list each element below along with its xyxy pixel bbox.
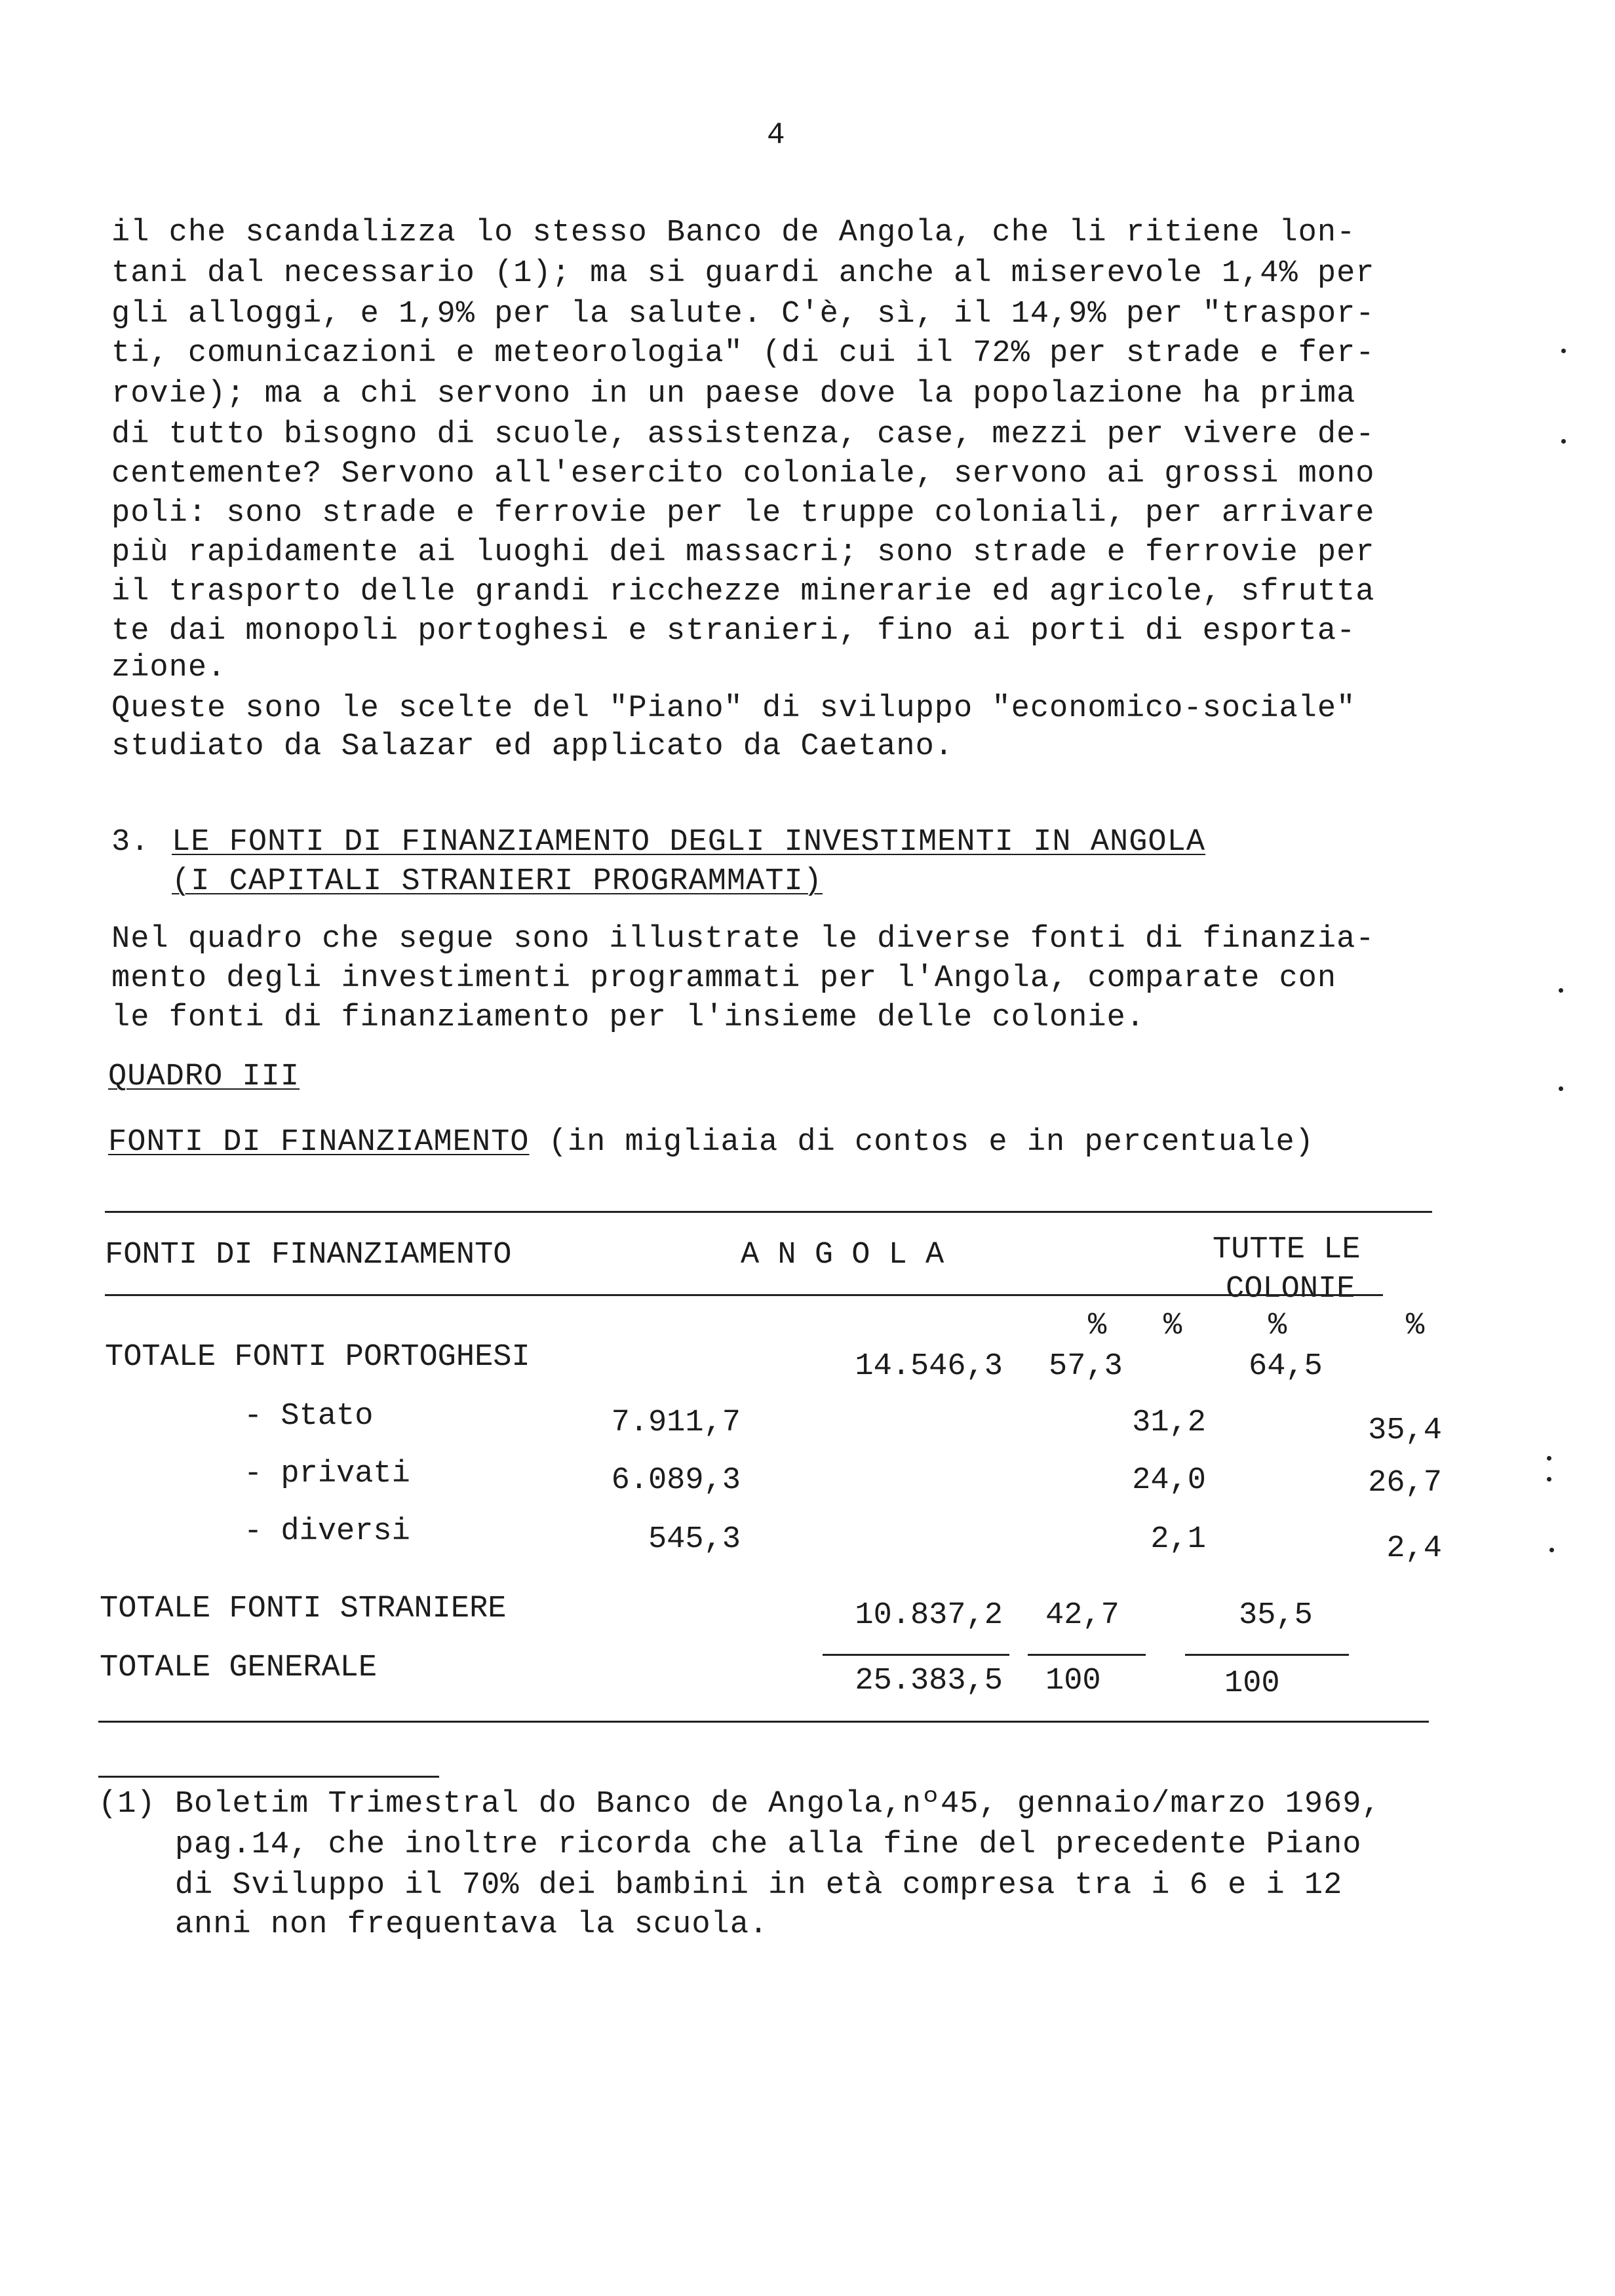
text-line: zione. [111, 651, 227, 685]
row-pct-angola: 57,3 [1049, 1349, 1123, 1384]
text-line: il che scandalizza lo stesso Banco de Angola, che li ritiene lon- [111, 216, 1356, 250]
pct-symbol: % [1088, 1309, 1107, 1343]
text-line: rovie); ma a chi servono in un paese dove la popolazione ha prima [111, 377, 1356, 411]
text-line: di tutto bisogno di scuole, assistenza, case, mezzi per vivere de- [111, 417, 1375, 452]
section-number: 3. [111, 825, 150, 860]
text-line: Nel quadro che segue sono illustrate le diverse fonti di finanzia- [111, 922, 1375, 957]
text-line: il trasporto delle grandi ricchezze minerarie ed agricole, sfrutta [111, 575, 1375, 609]
row-pct-angola: 100 [1045, 1664, 1101, 1698]
margin-mark [1549, 1548, 1554, 1552]
header-tutte-le: TUTTE LE [1213, 1233, 1361, 1267]
pct-symbol: % [1406, 1309, 1425, 1343]
row-pct-colonie: 2,4 [1386, 1531, 1442, 1566]
row-label: TOTALE GENERALE [100, 1651, 378, 1685]
text-line: centemente? Servono all'esercito coloniale, servono ai grossi mono [111, 457, 1375, 491]
text-line: studiato da Salazar ed applicato da Caetano. [111, 729, 954, 764]
pct-symbol: % [1268, 1309, 1287, 1343]
page-number: 4 [767, 118, 785, 152]
row-label: - privati [244, 1457, 410, 1491]
table-top-rule [105, 1211, 1432, 1213]
row-pct-angola: 24,0 [1132, 1463, 1206, 1498]
margin-mark [1561, 439, 1566, 444]
row-pct-angola: 31,2 [1132, 1406, 1206, 1440]
pct-symbol: % [1163, 1309, 1182, 1343]
row-subvalue: 7.911,7 [611, 1406, 741, 1440]
row-total: 10.837,2 [855, 1598, 1003, 1633]
text-line: tani dal necessario (1); ma si guardi anche al miserevole 1,4% per [111, 256, 1375, 291]
section-title: LE FONTI DI FINANZIAMENTO DEGLI INVESTIMENTI IN ANGOLA [172, 825, 1206, 860]
row-pct-colonie: 26,7 [1368, 1466, 1442, 1501]
sum-rule [823, 1654, 1009, 1656]
sum-rule [1185, 1654, 1349, 1656]
margin-mark [1561, 349, 1566, 353]
footnote-line: anni non frequentava la scuola. [98, 1907, 769, 1942]
sum-rule [1028, 1654, 1146, 1656]
row-total: 14.546,3 [855, 1349, 1003, 1384]
row-pct-angola: 42,7 [1045, 1598, 1119, 1633]
row-label: TOTALE FONTI STRANIERE [100, 1592, 507, 1626]
text-line: mento degli investimenti programmati per l'Angola, comparate con [111, 961, 1337, 996]
margin-mark [1559, 988, 1563, 993]
table-label: QUADRO III [108, 1060, 300, 1094]
text-line: poli: sono strade e ferrovie per le truppe coloniali, per arrivare [111, 496, 1375, 531]
table-caption-rest: (in migliaia di contos e in percentuale) [529, 1125, 1314, 1160]
text-line: te dai monopoli portoghesi e stranieri, fino ai porti di esporta- [111, 614, 1356, 649]
table-caption [108, 1127, 1314, 1158]
table-caption-underlined: FONTI DI FINANZIAMENTO [108, 1125, 530, 1160]
row-label: - Stato [244, 1399, 374, 1434]
text-line: le fonti di finanziamento per l'insieme delle colonie. [111, 1001, 1146, 1035]
text-line: gli alloggi, e 1,9% per la salute. C'è, sì, il 14,9% per "traspor- [111, 297, 1375, 332]
row-pct-angola: 2,1 [1150, 1522, 1206, 1557]
row-subvalue: 6.089,3 [611, 1463, 741, 1498]
footnote-line: pag.14, che inoltre ricorda che alla fine del precedente Piano [98, 1827, 1362, 1862]
row-pct-colonie: 64,5 [1249, 1349, 1323, 1384]
header-fonti: FONTI DI FINANZIAMENTO [105, 1238, 512, 1272]
table-header-rule [105, 1294, 1383, 1296]
text-line: Queste sono le scelte del "Piano" di sviluppo "economico-sociale" [111, 691, 1356, 726]
section-subtitle: (I CAPITALI STRANIERI PROGRAMMATI) [172, 864, 823, 899]
row-pct-colonie: 35,5 [1239, 1598, 1313, 1633]
row-pct-colonie: 35,4 [1368, 1413, 1442, 1448]
row-total: 25.383,5 [855, 1664, 1003, 1698]
margin-mark [1547, 1477, 1551, 1482]
row-pct-colonie: 100 [1224, 1666, 1280, 1701]
margin-mark [1559, 1086, 1563, 1091]
header-angola: A N G O L A [741, 1238, 944, 1272]
row-label: TOTALE FONTI PORTOGHESI [105, 1340, 530, 1375]
table-bottom-rule [98, 1721, 1429, 1723]
row-label: - diversi [244, 1514, 410, 1549]
text-line: ti, comunicazioni e meteorologia" (di cui il 72% per strade e fer- [111, 336, 1375, 371]
footnote-line: di Sviluppo il 70% dei bambini in età compresa tra i 6 e i 12 [98, 1868, 1343, 1903]
footnote-rule [98, 1776, 439, 1778]
header-colonie: COLONIE [1226, 1272, 1355, 1307]
row-subvalue: 545,3 [648, 1522, 741, 1557]
margin-mark [1547, 1456, 1551, 1461]
footnote-line: (1) Boletim Trimestral do Banco de Angola,nº45, gennaio/marzo 1969, [98, 1787, 1381, 1822]
text-line: più rapidamente ai luoghi dei massacri; sono strade e ferrovie per [111, 535, 1375, 570]
